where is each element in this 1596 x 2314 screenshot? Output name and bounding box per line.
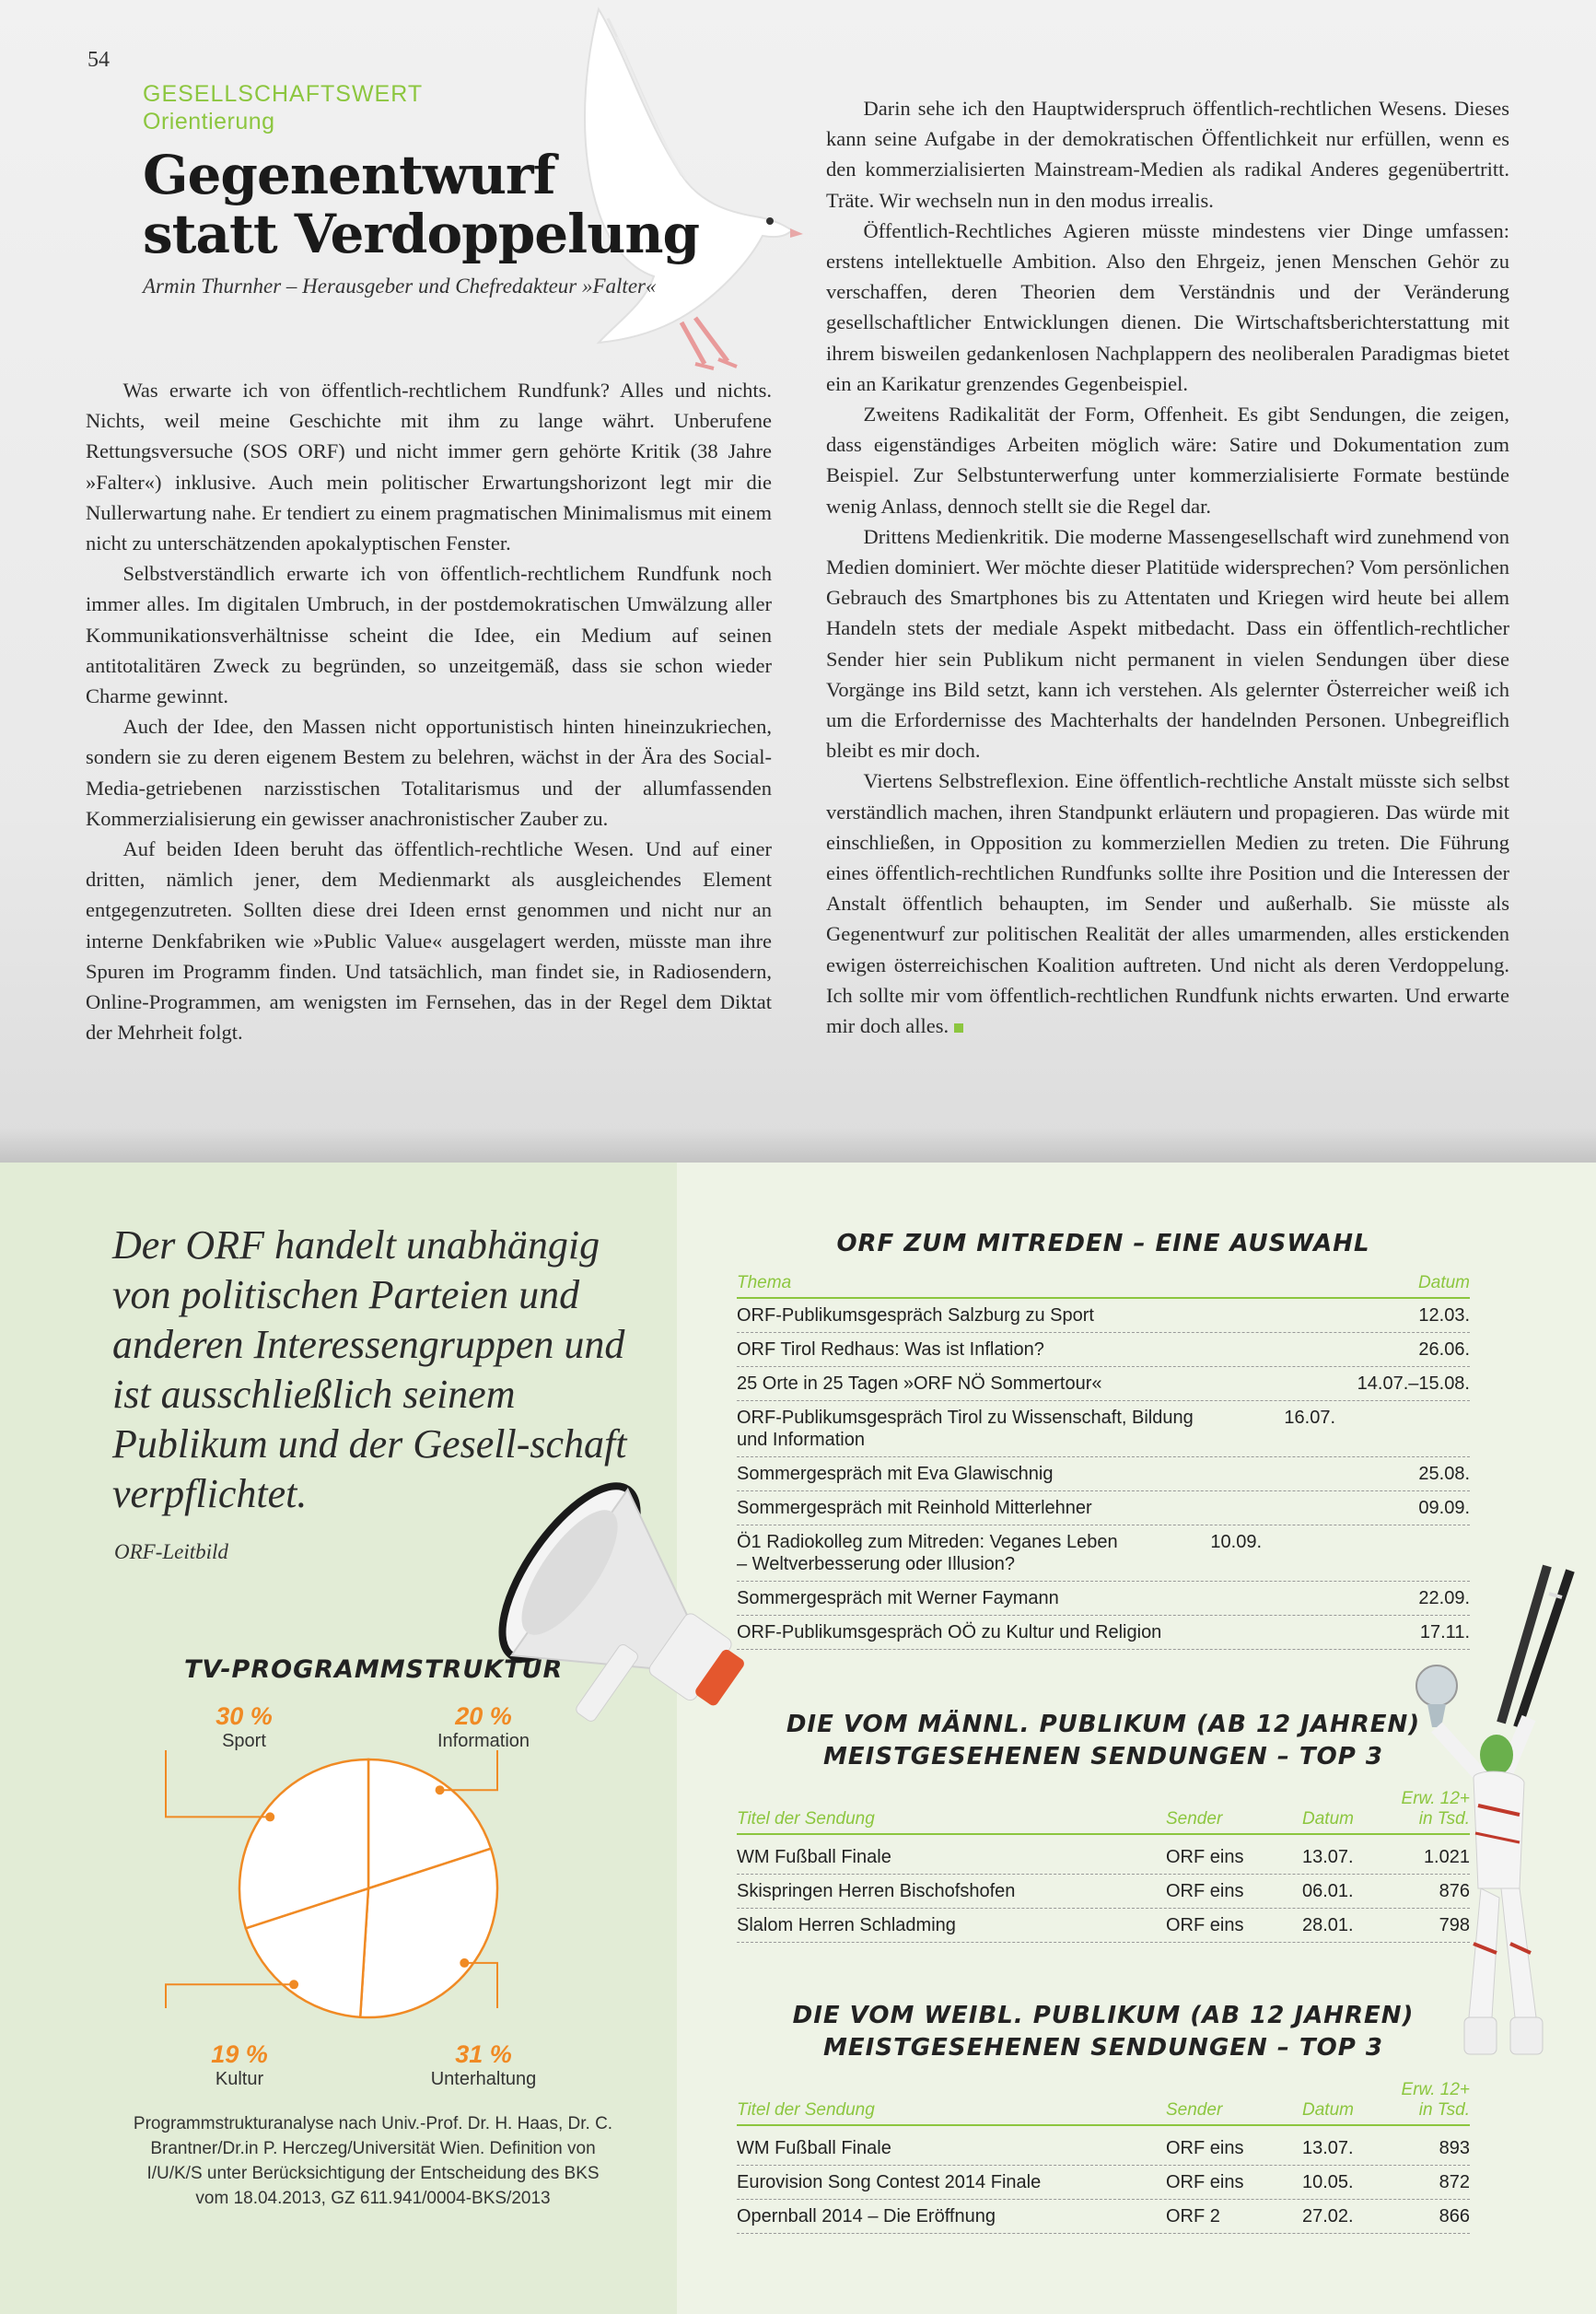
paragraph-last (826, 765, 1509, 1041)
paragraph: Auf beiden Ideen beruht das öffentlich-rechtliche Wesen. Und auf einer dritten, nämlich jener, dem Medienmarkt als ausgleichendes Element entgegenzutreten. Sollten diese drei Ideen ernst genommen und nicht nur an interne Denkfabriken wie »Public Value« ausgelagert werden, müsste man ihre Spuren im Programm finden. Und tatsächlich, man findet sie, in Radiosendern, Online-Programmen, am wenigsten im Fernsehen, das in der Regel dem Diktat der Mehrheit folgt. (86, 837, 772, 1045)
cell-datum: 17.11. (1419, 1622, 1470, 1642)
cell-datum: 13.07. (1302, 1847, 1354, 1867)
mitreden-title: ORF ZUM MITREDEN – EINE AUSWAHL (836, 1230, 1370, 1257)
top-male-title (737, 1709, 1470, 1773)
pie-leader-dot-unterhaltung (460, 1959, 468, 1967)
col-sender: Sender (1166, 2100, 1223, 2120)
cell-erw: 866 (1439, 2206, 1470, 2226)
paragraph: Darin sehe ich den Hauptwiderspruch öffentlich-rechtlichen Wesens. Dieses kann seine Aufgabe in der demokratischen Öffentlichkeit nur erfüllen, wenn es den kommerzialisierten Mainstream-Medien als radikal Anderes gegenübertritt. Träte. Wir wechseln nun in den modus irrealis. (826, 97, 1509, 212)
cell-erw: 893 (1439, 2138, 1470, 2158)
top-female-title-line2: MEISTGESEHENEN SENDUNGEN – TOP 3 (823, 2034, 1383, 2062)
top-male-table (737, 1789, 1470, 1943)
cell-titel: Skispringen Herren Bischofshofen (737, 1881, 1016, 1901)
cell-titel: Slalom Herren Schladming (737, 1915, 956, 1935)
page-fold-shadow (0, 1128, 1596, 1165)
pie-cat-kultur: Kultur (215, 2069, 264, 2089)
col-titel: Titel der Sendung (737, 1809, 875, 1829)
table-header (737, 1789, 1470, 1835)
cell-datum: 22.09. (1418, 1588, 1470, 1608)
pie-leader-dot-sport (266, 1813, 274, 1820)
article-byline: Armin Thurnher – Herausgeber und Chefredakteur »Falter« (143, 275, 657, 298)
cell-titel: Opernball 2014 – Die Eröffnung (737, 2206, 996, 2226)
paragraph: Was erwarte ich von öffentlich-rechtlichem Rundfunk? Alles und nichts. Nichts, weil meine Geschichte mit ihm zu lange währt. Unberufene Rettungsversuche (SOS ORF) und nicht immer gern gehörte Kritik (38 Jahre »Falter«) inklusive. Auch mein politischer Erwartungshorizont legt mir die Nullerwartung nahe. Er tendiert zu einem pragmatischen Minimalismus mit einem nicht zu unterschätzenden apokalyptischen Fenster. (86, 379, 772, 555)
pie-leader-kultur (166, 1984, 294, 2008)
cell-datum: 14.07.–15.08. (1357, 1373, 1470, 1394)
cell-datum: 06.01. (1302, 1881, 1354, 1901)
cell-datum: 10.09. (1210, 1532, 1262, 1552)
table-row (737, 1909, 1470, 1943)
pie-label-kultur (189, 2040, 290, 2090)
col-datum: Datum (1302, 2100, 1354, 2120)
cell-sender: ORF eins (1166, 1915, 1244, 1935)
mitreden-table (737, 1273, 1470, 1650)
cell-sender: ORF eins (1166, 1847, 1244, 1867)
table-row (737, 1616, 1470, 1650)
pie-cat-sport: Sport (222, 1731, 266, 1751)
chart-title: TV-PROGRAMMSTRUKTUR (184, 1655, 564, 1684)
cell-thema: ORF Tirol Redhaus: Was ist Inflation? (737, 1339, 1044, 1360)
col-thema: Thema (737, 1273, 792, 1292)
table-row (737, 2200, 1470, 2234)
cell-thema: ORF-Publikumsgespräch Tirol zu Wissenschaft, Bildung und Information (737, 1408, 1194, 1450)
paragraph: Öffentlich-Rechtliches Agieren müsste mindestens vier Dinge umfassen: erstens intellektuelle Ambition. Also den Ehrgeiz, jenen Menschen Gehör zu verschaffen, deren Theorien dem Verständnis und der Veränderung gesellschaftlicher Entwicklungen dienen. Die Wirtschaftsberichterstattung mit ihrem bisweilen gedankenlosen Nachplappern des neoliberalen Paradigmas bietet ein an Karikatur grenzendes Gegenbeispiel. (826, 218, 1509, 395)
col-datum: Datum (1302, 1809, 1354, 1829)
cell-erw: 798 (1439, 1915, 1470, 1935)
table-row (737, 1401, 1470, 1457)
paragraph-text: Viertens Selbstreflexion. Eine öffentlich-rechtliche Anstalt müsste sich selbst verständlich machen, ihren Standpunkt erläutern und propagieren. Das würde mit einschließen, in Opposition zu kommerziellen Medien zu treten. Die Führung eines öffentlich-rechtlichen Rundfunks sollte ihre Position und die Interessen der Anstalt öffentlich behaupten, im Sender und außerhalb. Sie müsste als Gegenentwurf zur politischen Realität der alles umarmenden, alles erstickenden ewigen österreichischen Koalition auftreten. Und nicht als deren Verdoppelung. Ich sollte mir vom öffentlich-rechtlichen Rundfunk nichts erwarten. Und erwarte mir doch alles. (826, 769, 1509, 1038)
pie-pct-information: 20 % (455, 1702, 512, 1730)
col-sender: Sender (1166, 1809, 1223, 1829)
cell-datum: 10.05. (1302, 2172, 1354, 2192)
cell-datum: 26.06. (1418, 1339, 1470, 1360)
table-header (737, 2080, 1470, 2126)
pie-label-unterhaltung (410, 2040, 557, 2090)
col-titel: Titel der Sendung (737, 2100, 875, 2120)
table-row (737, 1299, 1470, 1333)
title-line-1: Gegenentwurf (143, 144, 555, 206)
cell-erw: 1.021 (1423, 1847, 1470, 1867)
cell-sender: ORF eins (1166, 2138, 1244, 2158)
cell-datum: 16.07. (1284, 1408, 1335, 1428)
megaphone-illustration (474, 1465, 778, 1759)
article-title (143, 146, 714, 263)
article-column-right (826, 93, 1509, 1041)
page-number: 54 (87, 48, 110, 72)
table-row (737, 1525, 1470, 1582)
pie-cat-unterhaltung: Unterhaltung (430, 2069, 537, 2089)
article-subkicker: Orientierung (143, 109, 275, 134)
cell-datum: 25.08. (1418, 1464, 1470, 1484)
pie-leader-dot-kultur (290, 1981, 297, 1988)
cell-sender: ORF eins (1166, 2172, 1244, 2192)
cell-thema: ORF-Publikumsgespräch Salzburg zu Sport (737, 1305, 1094, 1326)
title-line-2: statt Verdoppelung (143, 203, 700, 265)
table-row (737, 1875, 1470, 1909)
table-row (737, 1841, 1470, 1875)
cell-thema: Sommergespräch mit Reinhold Mitterlehner (737, 1498, 1092, 1518)
pie-label-sport (193, 1702, 295, 1752)
cell-thema: 25 Orte in 25 Tagen »ORF NÖ Sommertour« (737, 1373, 1102, 1394)
pie-pct-kultur: 19 % (211, 2040, 268, 2068)
cell-datum: 13.07. (1302, 2138, 1354, 2158)
col-erw: Erw. 12+ in Tsd. (1401, 2080, 1470, 2120)
cell-titel: Eurovision Song Contest 2014 Finale (737, 2172, 1042, 2192)
quote-source: ORF-Leitbild (114, 1540, 228, 1563)
top-male-title-line1: DIE VOM MÄNNL. PUBLIKUM (AB 12 JAHREN) (786, 1711, 1421, 1738)
table-row (737, 2166, 1470, 2200)
cell-datum: 09.09. (1418, 1498, 1470, 1518)
paragraph: Drittens Medienkritik. Die moderne Massengesellschaft wird zunehmend von Medien dominiert. Wer möchte dieser Platitüde widersprechen? Vom persönlichen Gebrauch des Smartphones bis zu Attentaten und Kriegen wird heute bei allem Handeln stets der mediale Aspekt mitbedacht. Dass ein öffentlich-rechtlicher Sender hier sein Publikum nicht permanent in vielen Sendungen über diese Vorgänge ins Bild setzt, kann ich verstehen. Als gelernter Österreicher weiß ich um die Erfordernisse des Machterhalts der handelnden Personen. Unbegreiflich bleibt es mir doch. (826, 524, 1509, 763)
pie-pct-sport: 30 % (216, 1702, 273, 1730)
top-female-title-line1: DIE VOM WEIBL. PUBLIKUM (AB 12 JAHREN) (792, 2002, 1415, 2029)
cell-datum: 28.01. (1302, 1915, 1354, 1935)
paragraph: Zweitens Radikalität der Form, Offenheit. Es gibt Sendungen, die zeigen, dass eigenständiges Arbeiten möglich wäre: Satire und Dokumentation zum Beispiel. Zur Selbstunterwerfung unter kommerzialisierte Formate bestünde wenig Anlass, dennoch stellt sie die Regel dar. (826, 403, 1509, 518)
cell-thema: Sommergespräch mit Werner Faymann (737, 1588, 1059, 1608)
cell-datum: 12.03. (1418, 1305, 1470, 1326)
cell-titel: WM Fußball Finale (737, 1847, 891, 1867)
cell-thema: Sommergespräch mit Eva Glawischnig (737, 1464, 1054, 1484)
table-row (737, 1457, 1470, 1491)
pie-cat-information: Information (437, 1731, 530, 1751)
top-female-table (737, 2080, 1470, 2234)
table-row (737, 1367, 1470, 1401)
col-erw: Erw. 12+ in Tsd. (1401, 1789, 1470, 1829)
skier-illustration (1409, 1557, 1584, 2063)
chart-footnote: Programmstrukturanalyse nach Univ.-Prof. Dr. H. Haas, Dr. C. Brantner/Dr.in P. Herczeg/Universität Wien. Definition von I/U/K/S unter Berücksichtigung der Entscheidung des BKS vom 18.04.2013, GZ 611.941/0004-BKS/2013 (133, 2114, 613, 2208)
table-row (737, 1491, 1470, 1525)
cell-sender: ORF 2 (1166, 2206, 1220, 2226)
cell-erw: 876 (1439, 1881, 1470, 1901)
top-male-title-line2: MEISTGESEHENEN SENDUNGEN – TOP 3 (823, 1743, 1383, 1771)
article-kicker: GESELLSCHAFTSWERT (143, 81, 424, 107)
cell-erw: 872 (1439, 2172, 1470, 2192)
end-mark-icon (954, 1023, 963, 1033)
pie-leader-sport (166, 1750, 270, 1817)
top-female-title (737, 2000, 1470, 2064)
cell-titel: WM Fußball Finale (737, 2138, 891, 2158)
cell-thema: Ö1 Radiokolleg zum Mitreden: Veganes Leben – Weltverbesserung oder Illusion? (737, 1532, 1118, 1574)
cell-datum: 27.02. (1302, 2206, 1354, 2226)
pull-quote: Der ORF handelt unabhängig von politischen Parteien und anderen Interessengruppen und ist ausschließlich seinem Publikum und der Gesell-schaft verpflichtet. (112, 1222, 627, 1516)
paragraph: Auch der Idee, den Massen nicht opportunistisch hinten hineinzukriechen, sondern sie zu deren eigenem Bestem zu belehren, wächst in der Ära des Social-Media-getriebenen narzisstischen Totalitarismus und der allumfassenden Kommerzialisierung ein gewisser anachronistischer Zauber zu. (86, 715, 772, 830)
cell-sender: ORF eins (1166, 1881, 1244, 1901)
table-row (737, 1582, 1470, 1616)
table-row (737, 1333, 1470, 1367)
pie-pct-unterhaltung: 31 % (455, 2040, 512, 2068)
paragraph: Selbstverständlich erwarte ich von öffentlich-rechtlichem Rundfunk noch immer alles. Im digitalen Umbruch, in der postdemokratischen Umwälzung aller Kommunikationsverhältnisse scheint die Idee, ein Medium auf seinen antitotalitären Zweck zu begründen, so unzeitgemäß, dass sie schon wieder Charme gewinnt. (86, 562, 772, 708)
pie-leader-dot-information (437, 1786, 444, 1794)
cell-thema: ORF-Publikumsgespräch OÖ zu Kultur und Religion (737, 1622, 1162, 1642)
table-row (737, 2132, 1470, 2166)
table-header (737, 1273, 1470, 1299)
col-datum: Datum (1418, 1273, 1470, 1292)
article-column-left (86, 375, 772, 1047)
